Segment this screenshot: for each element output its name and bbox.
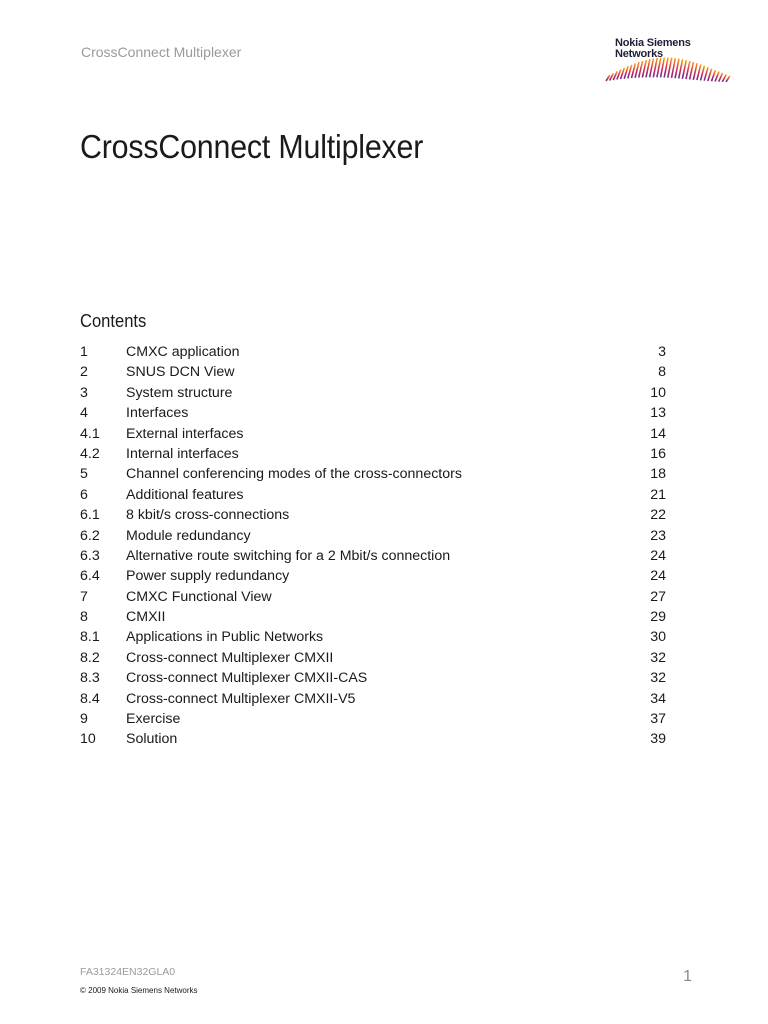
logo-wave-stroke [701,66,705,81]
page-number: 1 [683,968,692,985]
toc-entry-title: Applications in Public Networks [126,629,324,646]
logo-wave-stroke [715,72,719,82]
logo-wave-stroke [682,60,686,79]
toc-entry-page: 10 [650,384,666,401]
running-header-title: CrossConnect Multiplexer [81,44,242,60]
logo-wave-stroke [712,70,716,81]
toc-entry[interactable] [80,668,666,688]
toc-entry-title: CMXC Functional View [126,588,272,605]
toc-entry[interactable] [80,607,666,627]
document-title: CrossConnect Multiplexer [80,128,424,165]
logo-wave-stroke [686,61,690,79]
toc-entry-page: 22 [650,507,666,524]
toc-entry[interactable] [80,566,666,586]
toc-entry-title: Power supply redundancy [126,568,290,585]
toc-entry[interactable] [80,403,666,423]
logo-wave-stroke [708,69,712,81]
logo-wave-stroke [719,73,723,82]
toc-entry-number: 8 [80,609,88,626]
toc-entry-number: 5 [80,466,88,483]
toc-entry-title: Internal interfaces [126,445,239,462]
toc-entry-page: 30 [650,629,666,646]
toc-entry[interactable] [80,342,666,362]
toc-entry[interactable] [80,424,666,444]
logo-wave-stroke [668,58,672,78]
toc-entry-page: 37 [650,711,666,728]
toc-entry-page: 32 [650,649,666,666]
toc-entry-page: 16 [650,445,666,462]
toc-entry-page: 27 [650,588,666,605]
toc-entry-page: 24 [650,547,666,564]
toc-entry-title: 8 kbit/s cross-connections [126,507,290,524]
toc-entry[interactable] [80,526,666,546]
table-of-contents [80,342,666,750]
toc-entry-number: 8.2 [80,649,100,666]
toc-entry-number: 4 [80,405,88,422]
toc-entry[interactable] [80,362,666,382]
toc-entry[interactable] [80,648,666,668]
toc-entry-number: 6 [80,486,88,503]
toc-entry[interactable] [80,505,666,525]
logo-wave-stroke [697,64,701,80]
toc-entry-page: 32 [650,670,666,687]
toc-entry-page: 21 [650,486,666,503]
toc-entry-number: 6.1 [80,507,100,524]
toc-entry-number: 4.1 [80,425,100,442]
document-code: FA31324EN32GLA0 [80,966,176,978]
toc-entry-page: 39 [650,731,666,748]
toc-entry-page: 29 [650,609,666,626]
toc-entry-page: 8 [658,364,666,381]
toc-entry[interactable] [80,689,666,709]
toc-entry-title: CMXII [126,609,166,626]
copyright-notice: © 2009 Nokia Siemens Networks [80,986,198,995]
toc-entry-title: External interfaces [126,425,244,442]
toc-entry-page: 23 [650,527,666,544]
toc-entry-title: Interfaces [126,405,189,422]
toc-entry[interactable] [80,546,666,566]
toc-entry-title: Cross-connect Multiplexer CMXII-V5 [126,690,356,707]
toc-entry[interactable] [80,709,666,729]
toc-entry-page: 34 [650,690,666,707]
toc-entry[interactable] [80,485,666,505]
toc-entry-number: 6.3 [80,547,100,564]
nokia-siemens-networks-logo [598,36,738,92]
toc-entry-title: Channel conferencing modes of the cross-connectors [126,466,462,483]
toc-entry-number: 8.4 [80,690,100,707]
toc-entry-number: 6.4 [80,568,100,585]
toc-entry[interactable] [80,444,666,464]
toc-entry-number: 10 [80,731,96,748]
toc-entry-title: CMXC application [126,344,240,360]
toc-entry-title: Module redundancy [126,527,251,544]
toc-entry[interactable] [80,627,666,647]
toc-entry-title: System structure [126,384,233,401]
toc-entry[interactable] [80,729,666,749]
toc-entry-number: 8.1 [80,629,100,646]
logo-wave-stroke [675,59,679,79]
logo-wave-stroke [672,58,676,78]
logo-wave-stroke [679,59,683,78]
toc-entry-page: 24 [650,568,666,585]
toc-entry-title: Cross-connect Multiplexer CMXII [126,649,334,666]
toc-entry-number: 7 [80,588,88,605]
logo-wave-stroke [726,76,730,82]
toc-entry-number: 9 [80,711,88,728]
toc-entry-number: 4.2 [80,445,100,462]
logo-text-line2: Networks [615,48,663,60]
logo-wave-stroke [690,62,694,79]
toc-entry-title: Exercise [126,711,181,728]
logo-wave-stroke [693,63,697,80]
logo-wave-stroke [722,75,726,82]
toc-entry[interactable] [80,383,666,403]
toc-entry-title: Cross-connect Multiplexer CMXII-CAS [126,670,368,687]
toc-entry-page: 18 [650,466,666,483]
contents-heading: Contents [80,311,147,331]
toc-entry-page: 14 [650,425,666,442]
toc-entry-page: 3 [658,344,666,360]
logo-wave-stroke [704,67,708,81]
toc-entry-number: 8.3 [80,670,100,687]
toc-entry-number: 2 [80,364,88,381]
toc-entry-title: Solution [126,731,178,748]
toc-entry[interactable] [80,587,666,607]
toc-entry-number: 1 [80,344,88,360]
toc-entry-title: SNUS DCN View [126,364,235,381]
logo-text-line1: Nokia Siemens [615,37,691,49]
toc-entry[interactable] [80,464,666,484]
toc-entry-number: 3 [80,384,88,401]
logo-wave-stroke [664,58,668,78]
toc-entry-page: 13 [650,405,666,422]
toc-entry-number: 6.2 [80,527,100,544]
toc-entry-title: Alternative route switching for a 2 Mbit/s connection [126,547,451,564]
toc-entry-title: Additional features [126,486,244,503]
